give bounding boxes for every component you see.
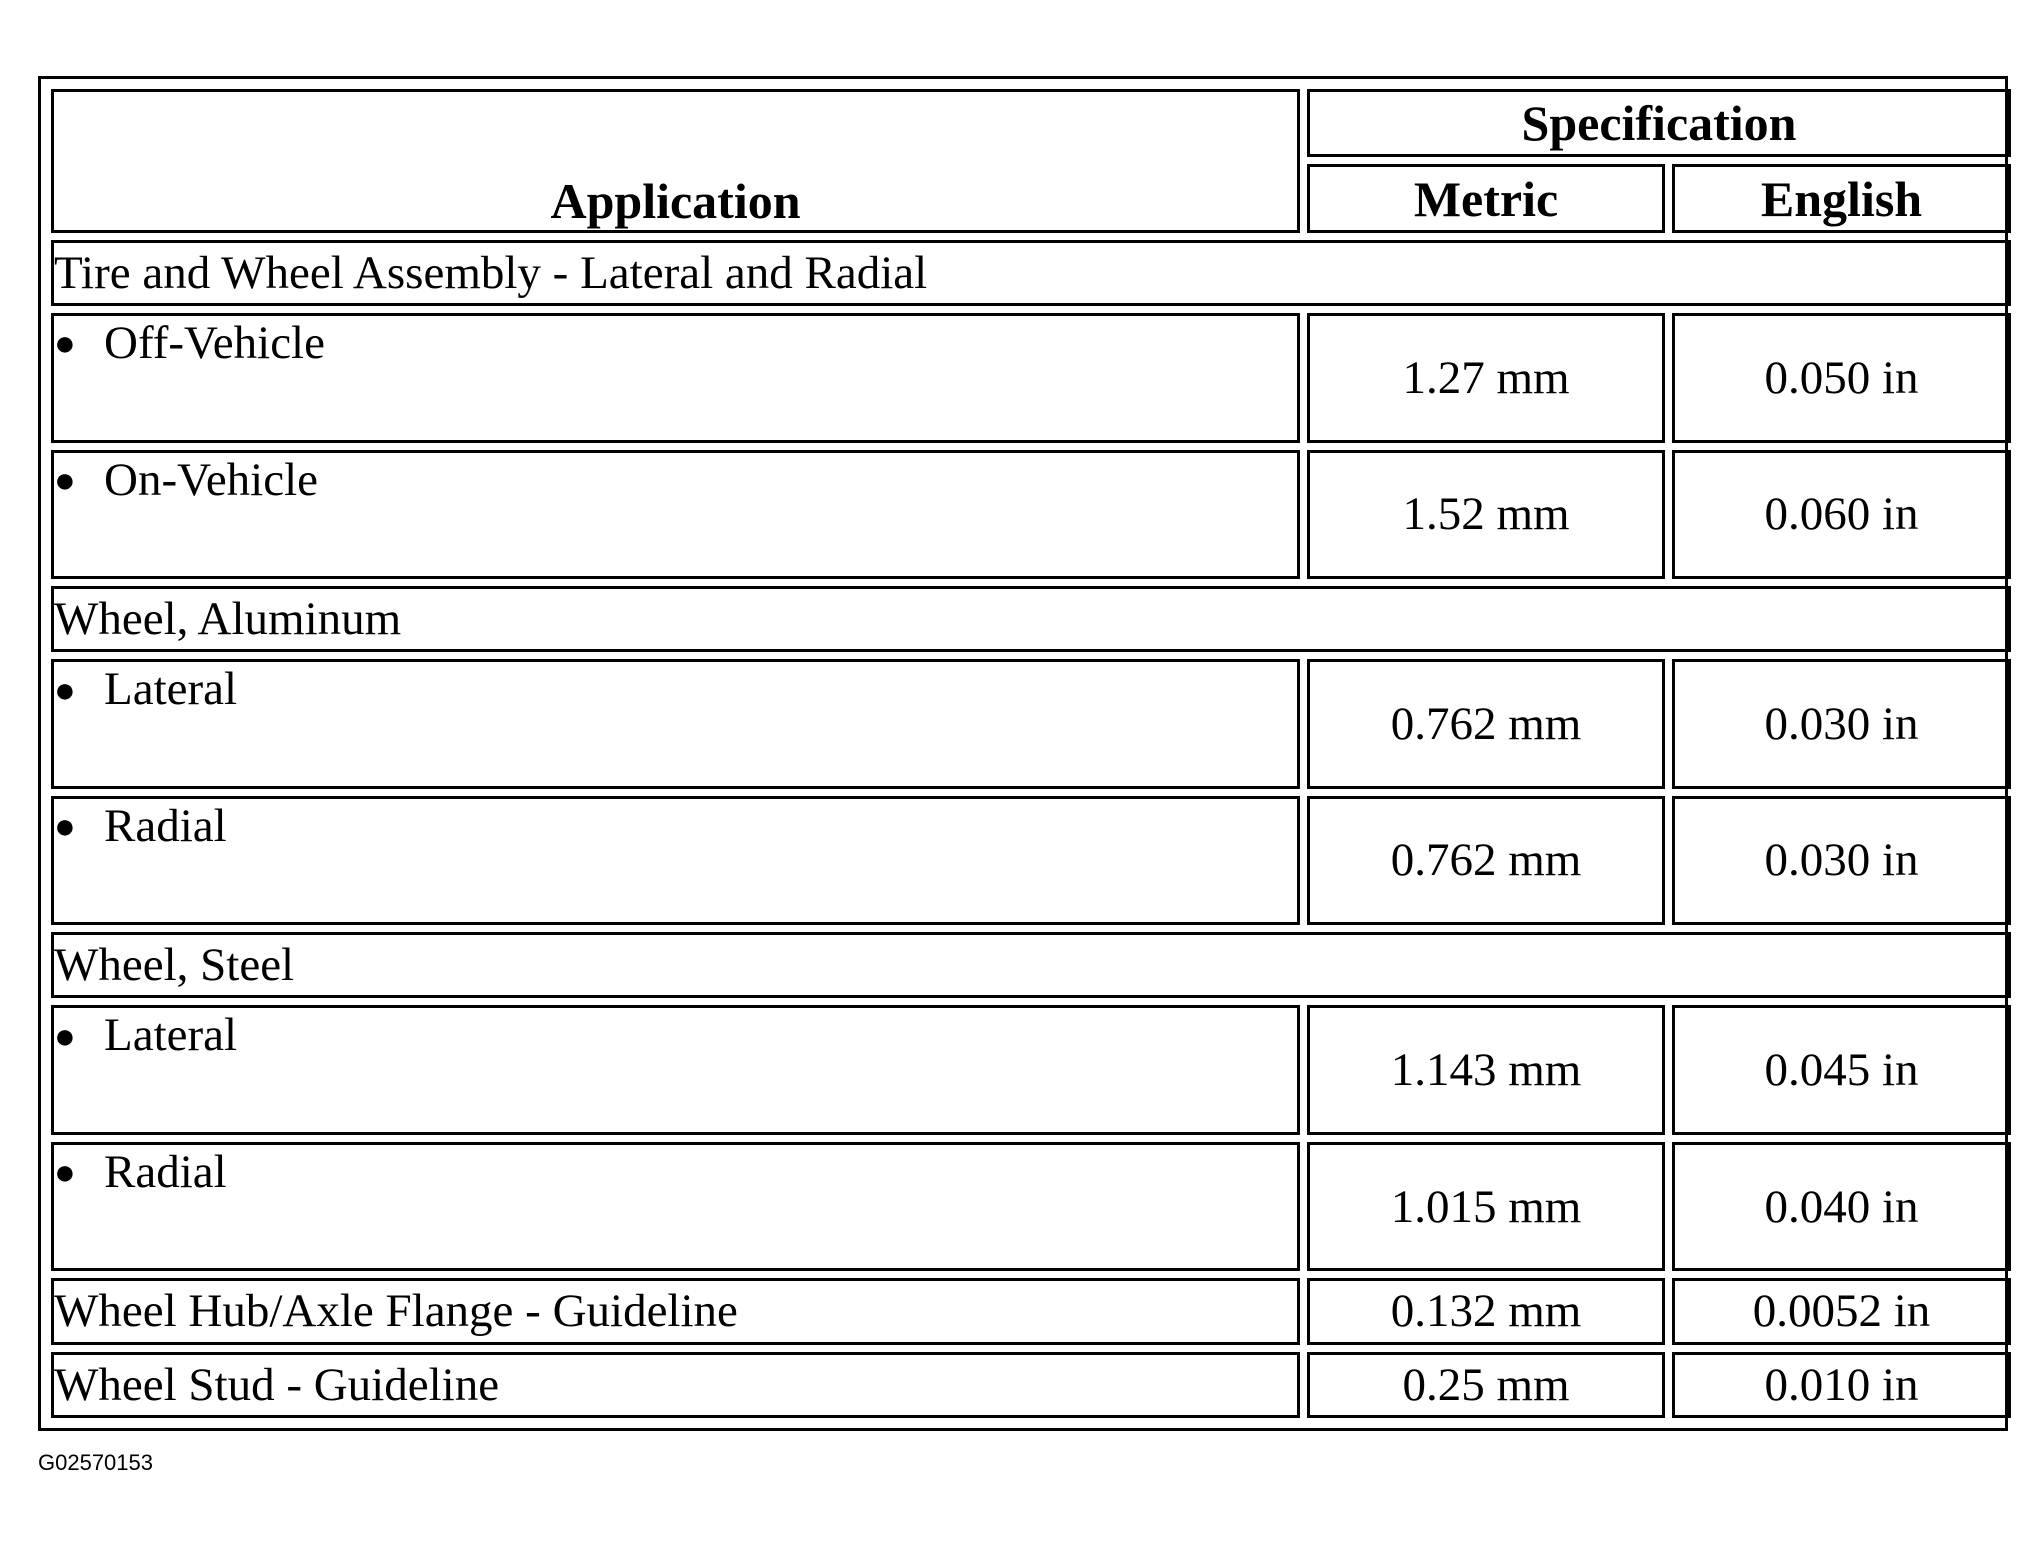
spec-table-frame	[38, 76, 2008, 1431]
metric-value: 1.143 mm	[1307, 1005, 1665, 1134]
metric-value: 1.52 mm	[1307, 450, 1665, 579]
table-row	[51, 659, 2011, 788]
bullet-icon: ●	[54, 1152, 76, 1193]
english-value: 0.010 in	[1672, 1352, 2011, 1418]
metric-value: 1.015 mm	[1307, 1142, 1665, 1271]
item-label: On-Vehicle	[104, 453, 319, 506]
item-label: Off-Vehicle	[104, 317, 325, 370]
item-label-cell	[51, 796, 1300, 925]
metric-value: 0.762 mm	[1307, 659, 1665, 788]
english-value: 0.030 in	[1672, 659, 2011, 788]
single-row-label: Wheel Hub/Axle Flange - Guideline	[51, 1278, 1300, 1344]
item-label-cell	[51, 1005, 1300, 1134]
english-value: 0.040 in	[1672, 1142, 2011, 1271]
item-label: Lateral	[104, 663, 238, 716]
bullet-icon: ●	[54, 459, 76, 500]
table-row	[51, 1278, 2011, 1344]
bullet-icon: ●	[54, 669, 76, 710]
table-row	[51, 1005, 2011, 1134]
item-label-cell	[51, 659, 1300, 788]
table-row	[51, 1352, 2011, 1418]
bullet-icon: ●	[54, 323, 76, 364]
section-title: Wheel, Aluminum	[51, 586, 2011, 652]
item-label: Radial	[104, 1145, 227, 1198]
item-label-cell	[51, 1142, 1300, 1271]
english-value: 0.030 in	[1672, 796, 2011, 925]
english-value: 0.050 in	[1672, 313, 2011, 442]
metric-value: 0.762 mm	[1307, 796, 1665, 925]
item-label: Radial	[104, 799, 227, 852]
english-value: 0.045 in	[1672, 1005, 2011, 1134]
metric-header: Metric	[1307, 164, 1665, 232]
item-label: Lateral	[104, 1009, 238, 1062]
application-header: Application	[51, 89, 1300, 233]
section-title: Tire and Wheel Assembly - Lateral and Radial	[51, 240, 2011, 306]
item-label-cell	[51, 450, 1300, 579]
spec-table	[44, 82, 2018, 1425]
english-header: English	[1672, 164, 2011, 232]
table-row	[51, 796, 2011, 925]
single-row-label: Wheel Stud - Guideline	[51, 1352, 1300, 1418]
figure-id: G02570153	[38, 1450, 153, 1475]
table-row	[51, 450, 2011, 579]
bullet-icon: ●	[54, 1015, 76, 1056]
section-title: Wheel, Steel	[51, 932, 2011, 998]
metric-value: 0.132 mm	[1307, 1278, 1665, 1344]
english-value: 0.0052 in	[1672, 1278, 2011, 1344]
specification-header: Specification	[1307, 89, 2011, 157]
item-label-cell	[51, 313, 1300, 442]
english-value: 0.060 in	[1672, 450, 2011, 579]
table-row	[51, 313, 2011, 442]
bullet-icon: ●	[54, 805, 76, 846]
table-row	[51, 1142, 2011, 1271]
metric-value: 1.27 mm	[1307, 313, 1665, 442]
metric-value: 0.25 mm	[1307, 1352, 1665, 1418]
